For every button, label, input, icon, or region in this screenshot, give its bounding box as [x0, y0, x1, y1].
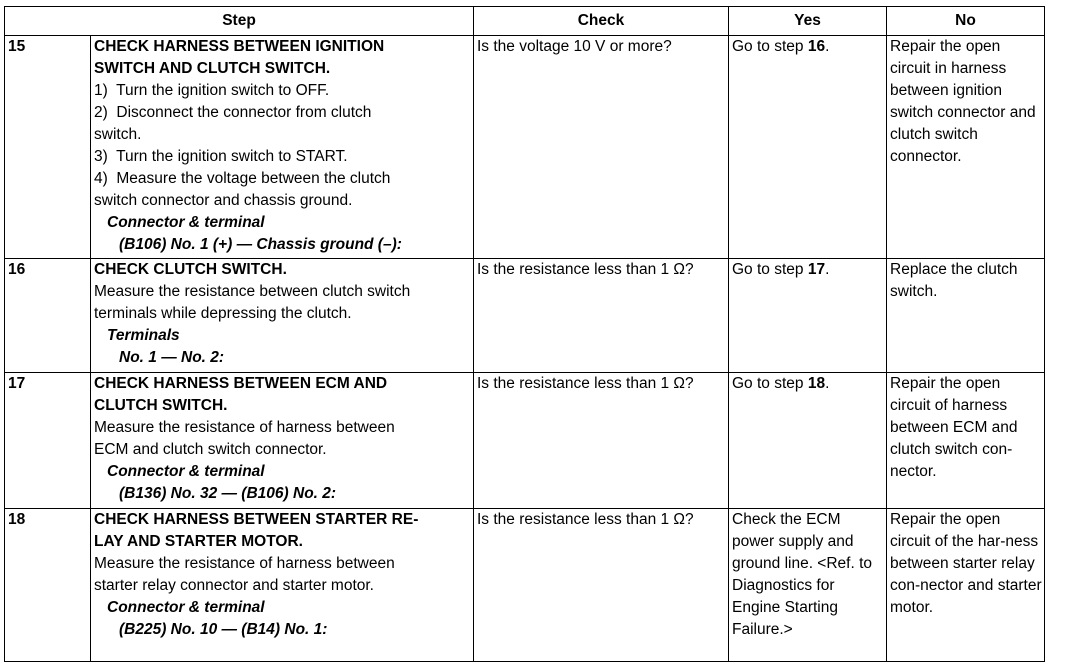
spec-label: Terminals: [107, 327, 180, 344]
no-action: Repair the open circuit of the har-ness between starter relay con-nector and starter motor.: [887, 509, 1045, 662]
step-number: 16: [5, 259, 91, 373]
header-check: Check: [474, 7, 729, 36]
step-title-line: SWITCH AND CLUTCH SWITCH.: [94, 60, 331, 77]
spec-value: (B106) No. 1 (+) — Chassis ground (–):: [119, 236, 402, 253]
step-instruction: 1) Turn the ignition switch to OFF.: [94, 82, 330, 99]
step-description: [91, 509, 474, 662]
step-instruction: terminals while depressing the clutch.: [94, 305, 352, 322]
step-instruction: Measure the resistance between clutch switch: [94, 283, 411, 300]
check-question: Is the resistance less than 1 Ω?: [474, 373, 729, 509]
table-row: [5, 373, 1045, 509]
step-number: 15: [5, 36, 91, 259]
step-title: [94, 373, 473, 417]
step-title: [94, 36, 473, 80]
step-instruction: starter relay connector and starter motor.: [94, 577, 374, 594]
spec-label: Connector & terminal: [107, 214, 265, 231]
step-instruction: switch.: [94, 126, 142, 143]
spec-value: (B136) No. 32 — (B106) No. 2:: [119, 485, 337, 502]
table-row: [5, 259, 1045, 373]
yes-prefix: Go to step: [732, 375, 808, 392]
step-title-line: CHECK HARNESS BETWEEN IGNITION: [94, 38, 385, 55]
step-instruction: switch connector and chassis ground.: [94, 192, 353, 209]
spec-label: Connector & terminal: [107, 463, 265, 480]
step-instruction: 2) Disconnect the connector from clutch: [94, 104, 372, 121]
yes-prefix: Go to step: [732, 38, 808, 55]
step-title-line: CLUTCH SWITCH.: [94, 397, 228, 414]
step-instruction: Measure the resistance of harness between: [94, 419, 395, 436]
check-question: Is the voltage 10 V or more?: [474, 36, 729, 259]
step-description: [91, 373, 474, 509]
step-instruction: Measure the resistance of harness between: [94, 555, 395, 572]
table-header-row: [5, 7, 1045, 36]
yes-step-link: 18: [807, 375, 826, 392]
yes-action: [729, 259, 887, 373]
step-number: 17: [5, 373, 91, 509]
table-row: [5, 509, 1045, 662]
step-title-line: CHECK HARNESS BETWEEN STARTER RE-: [94, 511, 419, 528]
step-title-line: CHECK CLUTCH SWITCH.: [94, 261, 287, 278]
header-step: Step: [5, 7, 474, 36]
step-title-line: CHECK HARNESS BETWEEN ECM AND: [94, 375, 388, 392]
spec-value: No. 1 — No. 2:: [119, 349, 225, 366]
check-question: Is the resistance less than 1 Ω?: [474, 259, 729, 373]
yes-prefix: Go to step: [732, 261, 808, 278]
header-yes: Yes: [729, 7, 887, 36]
no-action: Repair the open circuit in harness between ignition switch connector and clutch switch connector.: [887, 36, 1045, 259]
no-action: Repair the open circuit of harness between ECM and clutch switch con-nector.: [887, 373, 1045, 509]
spec-label: Connector & terminal: [107, 599, 265, 616]
step-number: 18: [5, 509, 91, 662]
yes-suffix: .: [825, 261, 830, 278]
yes-action: [729, 36, 887, 259]
step-title: [94, 509, 473, 553]
spec-value: (B225) No. 10 — (B14) No. 1:: [119, 621, 328, 638]
no-action: Replace the clutch switch.: [887, 259, 1045, 373]
header-no: No: [887, 7, 1045, 36]
step-instruction: 3) Turn the ignition switch to START.: [94, 148, 348, 165]
step-title: [94, 259, 473, 281]
step-instruction: 4) Measure the voltage between the clutch: [94, 170, 391, 187]
yes-step-link: 17: [807, 261, 826, 278]
yes-action: Check the ECM power supply and ground line. <Ref. to Diagnostics for Engine Starting Failure.>: [729, 509, 887, 662]
check-question: Is the resistance less than 1 Ω?: [474, 509, 729, 662]
step-description: [91, 36, 474, 259]
step-title-line: LAY AND STARTER MOTOR.: [94, 533, 303, 550]
step-instruction: ECM and clutch switch connector.: [94, 441, 327, 458]
yes-action: [729, 373, 887, 509]
yes-suffix: .: [825, 375, 830, 392]
step-description: [91, 259, 474, 373]
table-row: [5, 36, 1045, 259]
diagnostic-steps-table: [4, 6, 1045, 662]
yes-suffix: .: [825, 38, 830, 55]
yes-step-link: 16: [807, 38, 826, 55]
